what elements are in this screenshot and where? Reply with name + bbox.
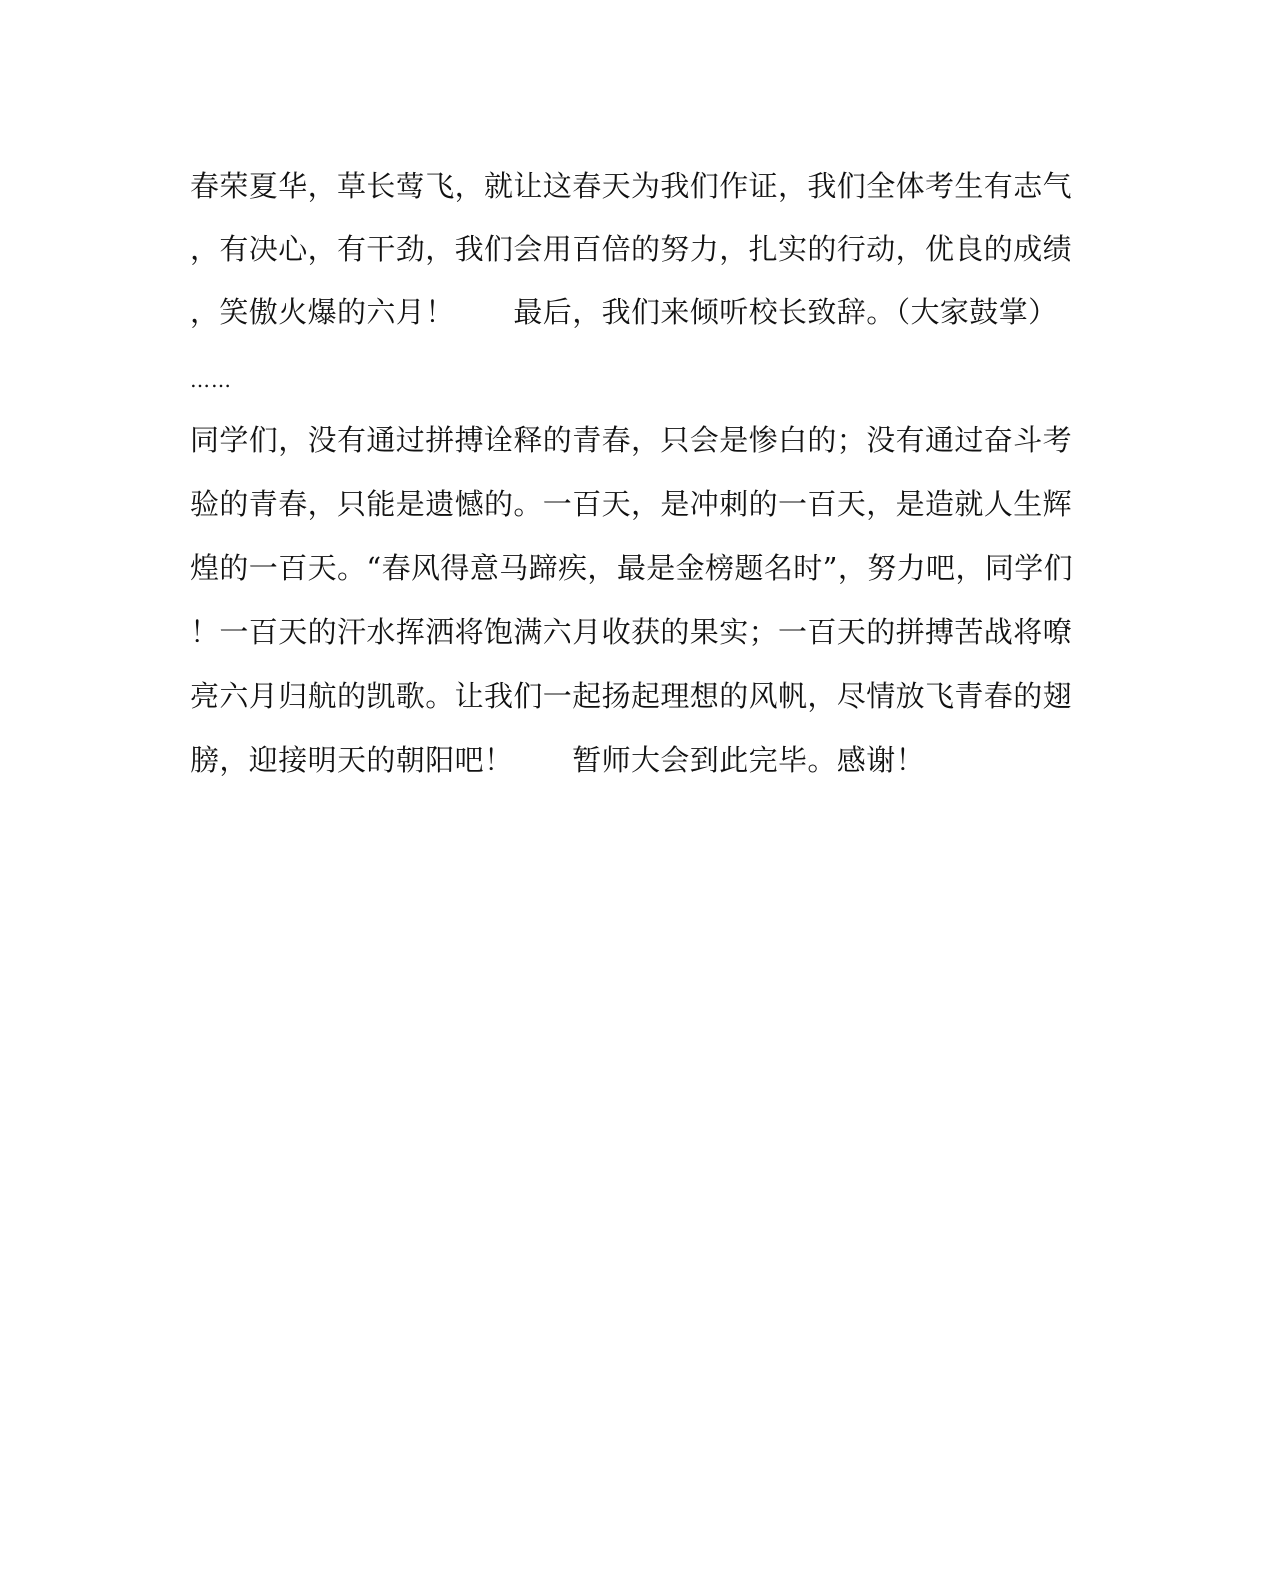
text-line-7: 煌的一百天。“春风得意马蹄疾，最是金榜题名时”，努力吧，同学们 [190, 551, 1074, 585]
text-line-9: 亮六月归航的凯歌。让我们一起扬起理想的风帆，尽情放飞青春的翅 [190, 679, 1073, 713]
text-line-3: ，笑傲火爆的六月！ 最后，我们来倾听校长致辞。（大家鼓掌） [190, 295, 1058, 329]
text-line-6: 验的青春，只能是遗憾的。一百天，是冲刺的一百天，是造就人生辉 [190, 487, 1073, 521]
text-line-10: 膀，迎接明天的朝阳吧！ 暂师大会到此完毕。感谢！ [190, 743, 926, 777]
text-line-5: 同学们，没有通过拼搏诠释的青春，只会是惨白的；没有通过奋斗考 [190, 423, 1073, 457]
text-line-8: ！一百天的汗水挥洒将饱满六月收获的果实；一百天的拼搏苦战将嘹 [190, 615, 1073, 649]
ellipsis-line: …… [190, 368, 232, 392]
text-line-1: 春荣夏华，草长莺飞，就让这春天为我们作证，我们全体考生有志气 [190, 169, 1073, 203]
text-line-2: ，有决心，有干劲，我们会用百倍的努力，扎实的行动，优良的成绩 [190, 232, 1073, 266]
